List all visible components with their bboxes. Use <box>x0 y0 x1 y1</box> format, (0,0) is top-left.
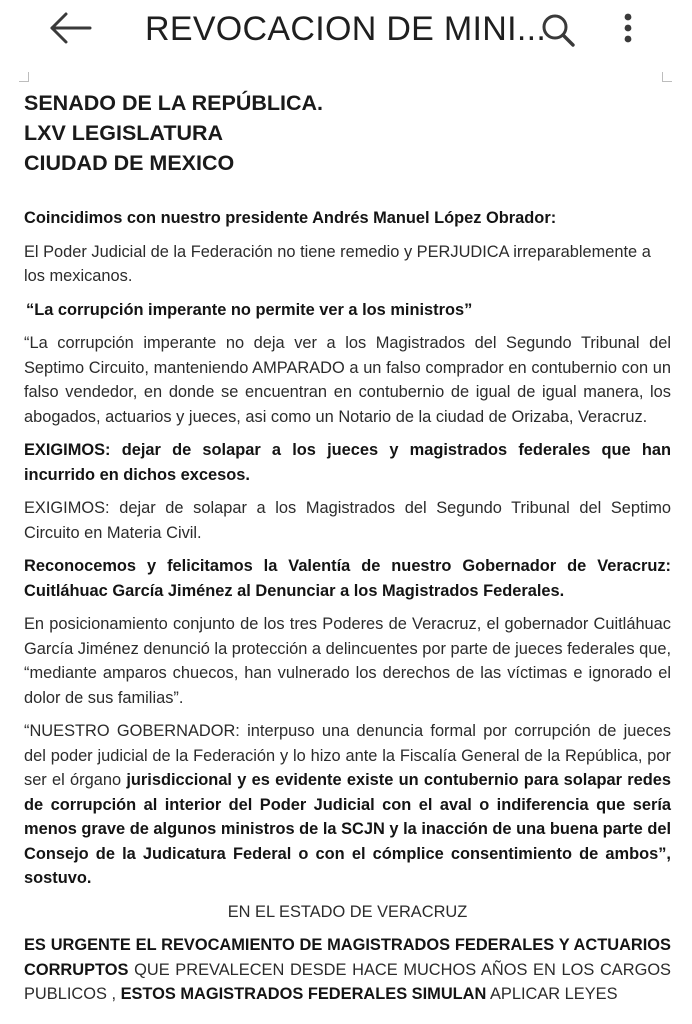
paragraph-text-bold: ES URGENTE EL REVOCAMIENTO DE MAGISTRADOS FEDERALES Y ACTUARIOS CORRUPTOS <box>24 936 671 979</box>
document-title: REVOCACION DE MINI... <box>145 10 547 48</box>
page-corner-mark-left <box>19 72 29 82</box>
more-options-button[interactable] <box>614 10 642 50</box>
heading-line: LXV LEGISLATURA <box>24 121 224 145</box>
paragraph-nuestro-gobernador <box>24 719 671 891</box>
arrow-left-icon <box>46 10 96 46</box>
paragraph-corrupcion: “La corrupción imperante no deja ver a los Magistrados del Segundo Tribunal del Septimo Circuito, manteniendo AMPARADO a un falso comprador en contubernio con un falso vendedor, en donde se encuentran en contubernio de igual de igual manera, los abogados, actuarios y jueces, asi como un Notario de la ciudad de Orizaba, Veracruz. <box>24 334 671 426</box>
app-bar <box>0 0 692 62</box>
document-heading <box>24 88 671 178</box>
paragraph-text-bold: ESTOS MAGISTRADOS FEDERALES SIMULAN <box>120 985 487 1003</box>
heading-line: CIUDAD DE MEXICO <box>24 151 235 175</box>
paragraph-estado-veracruz: EN EL ESTADO DE VERACRUZ <box>227 902 468 921</box>
document-body <box>24 88 671 1014</box>
paragraph-coincidimos: Coincidimos con nuestro presidente Andrés Manuel López Obrador: <box>24 209 557 227</box>
paragraph-text: APLICAR LEYES <box>486 985 618 1003</box>
heading-line: SENADO DE LA REPÚBLICA. <box>24 91 324 115</box>
paragraph-text-bold: jurisdiccional y es evidente existe un contubernio para solapar redes de corrupción al interior del Poder Judicial con el aval o indiferencia que sería menos grave de algunos ministros de la SCJN y la inacción de una buena parte del Consejo de la Judicatura Federal o con el cómplice consentimiento de ambos”, sostuvo. <box>24 771 671 887</box>
page-corner-mark-right <box>662 72 672 82</box>
paragraph-reconocemos: Reconocemos y felicitamos la Valentía de nuestro Gobernador de Veracruz: Cuitláhuac García Jiménez al Denunciar a los Magistrados Federales. <box>24 557 671 600</box>
search-button[interactable] <box>538 10 578 50</box>
paragraph-text: QUE PREVALECEN DESDE HACE MUCHOS AÑOS EN LOS CARGOS PUBLICOS , <box>24 960 671 1003</box>
paragraph-posicionamiento: En posicionamiento conjunto de los tres Poderes de Veracruz, el gobernador Cuitláhuac García Jiménez denunció la protección a delincuentes por parte de jueces federales que, “mediante amparos chuecos, han vulnerado los derechos de las víctimas e ignorado el dolor de sus familias”. <box>24 615 671 707</box>
paragraph-exigimos-1: EXIGIMOS: dejar de solapar a los jueces y magistrados federales que han incurrido en dichos excesos. <box>24 441 671 484</box>
paragraph-urgente <box>24 933 671 1007</box>
more-vert-icon <box>614 10 642 50</box>
paragraph-exigimos-2: EXIGIMOS: dejar de solapar a los Magistrados del Segundo Tribunal del Septimo Circuito en Materia Civil. <box>24 499 671 542</box>
search-icon <box>538 10 578 50</box>
paragraph-poder-judicial: El Poder Judicial de la Federación no tiene remedio y PERJUDICA irreparablemente a los mexicanos. <box>24 242 651 285</box>
paragraph-quote-title: “La corrupción imperante no permite ver a los ministros” <box>26 300 473 319</box>
back-button[interactable] <box>46 10 96 46</box>
paragraph-text: “NUESTRO GOBERNADOR: interpuso una denuncia formal por corrupción de jueces del poder judicial de la Federación y lo hizo ante la Fiscalía General de la República, por ser el órgano <box>24 722 671 789</box>
